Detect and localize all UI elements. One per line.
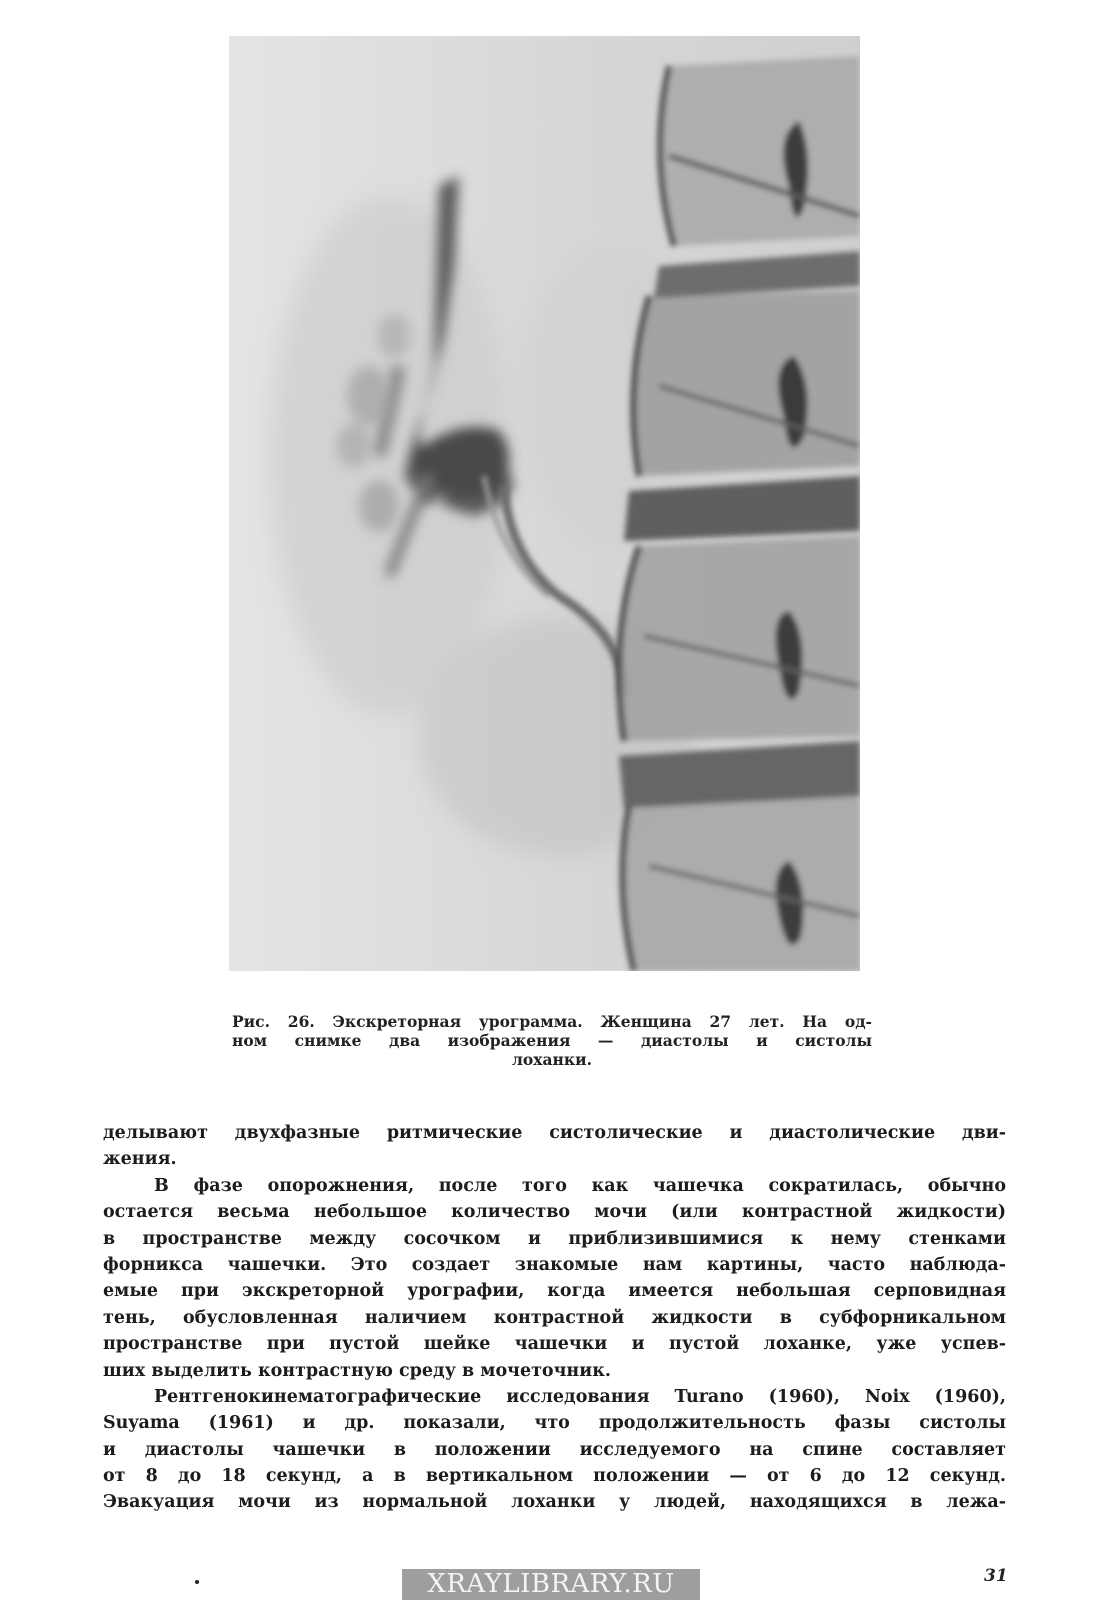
- text-line: от 8 до 18 секунд, а в вертикальном положении — от 6 до 12 секунд.: [103, 1466, 1006, 1487]
- text-line: делывают двухфазные ритмические систолические и диастолические дви-: [103, 1123, 1006, 1143]
- text-line: в пространстве между сосочком и приблизившимися к нему стенками: [103, 1228, 1006, 1249]
- stray-mark: [195, 1580, 199, 1584]
- text-line: пространстве при пустой шейке чашечки и пустой лоханке, уже успев-: [103, 1334, 1006, 1355]
- text-line: остается весьма небольшое количество мочи (или контрастной жидкости): [103, 1202, 1006, 1223]
- watermark: XRAYLIBRARY.RU: [402, 1569, 700, 1600]
- text-line: тень, обусловленная наличием контрастной жидкости в субфорникальном: [103, 1307, 1006, 1328]
- caption-line: Рис. 26. Экскреторная урограмма. Женщина 27 лет. На од-: [232, 1012, 872, 1031]
- page-number: 31: [984, 1566, 1008, 1586]
- caption-line: ном снимке два изображения — диастолы и систолы: [232, 1031, 872, 1050]
- text-line: Рентгенокинематографические исследования Turano (1960), Noix (1960),: [154, 1386, 1006, 1407]
- text-line: и диастолы чашечки в положении исследуемого на спине составляет: [103, 1439, 1006, 1460]
- xray-figure: [229, 36, 860, 971]
- text-line: ших выделить контрастную среду в мочеточник.: [103, 1360, 611, 1381]
- caption-line: лоханки.: [512, 1050, 592, 1069]
- text-line: Эвакуация мочи из нормальной лоханки у людей, находящихся в лежа-: [103, 1492, 1006, 1513]
- text-line: емые при экскреторной урографии, когда имеется небольшая серповидная: [103, 1281, 1006, 1302]
- text-line: форникса чашечки. Это создает знакомые нам картины, часто наблюда-: [103, 1254, 1006, 1275]
- figure-caption: [232, 1012, 872, 1069]
- body-text: [103, 1120, 1006, 1516]
- text-line: Suyama (1961) и др. показали, что продолжительность фазы систолы: [103, 1413, 1006, 1434]
- text-line: В фазе опорожнения, после того как чашечка сократилась, обычно: [154, 1175, 1006, 1196]
- text-line: жения.: [103, 1149, 177, 1170]
- urogram-image: [229, 36, 860, 971]
